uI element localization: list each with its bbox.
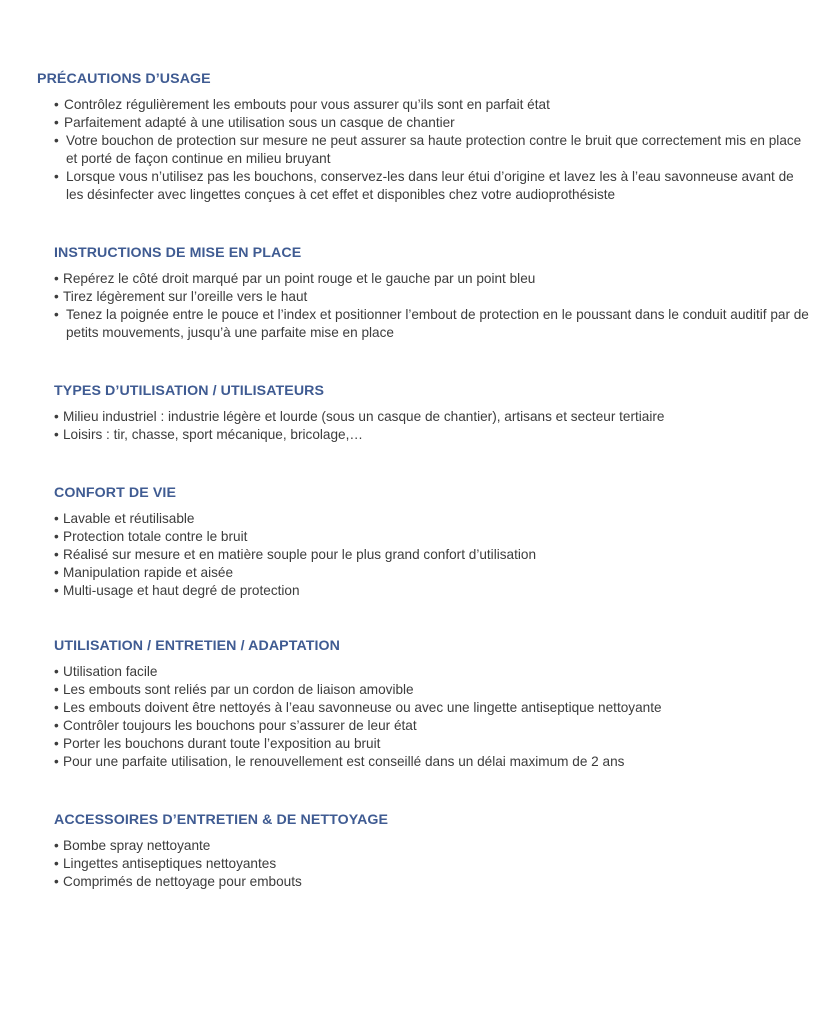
bullet-list [0, 408, 818, 444]
section-heading: PRÉCAUTIONS D’USAGE [37, 71, 211, 87]
list-item [0, 510, 818, 528]
list-item [0, 114, 818, 132]
bullet-icon: • [54, 547, 59, 562]
bullet-list [0, 510, 818, 600]
list-item-text: Utilisation facile [63, 664, 158, 679]
list-item-text: Réalisé sur mesure et en matière souple pour le plus grand confort d’utilisation [63, 547, 537, 562]
bullet-icon: • [54, 409, 59, 424]
bullet-icon: • [54, 754, 59, 769]
bullet-icon: • [54, 682, 59, 697]
list-item [0, 681, 818, 699]
list-item [0, 132, 818, 168]
bullet-icon: • [54, 307, 59, 322]
bullet-icon: • [54, 529, 59, 544]
list-item [0, 873, 818, 891]
list-item [0, 699, 818, 717]
list-item [0, 96, 818, 114]
section-instructions [0, 244, 818, 342]
bullet-icon: • [54, 874, 59, 889]
bullet-list [0, 837, 818, 891]
list-item-text: Milieu industriel : industrie légère et lourde (sous un casque de chantier), artisans et secteur tertiaire [63, 409, 665, 424]
bullet-icon: • [54, 664, 59, 679]
bullet-icon: • [54, 583, 59, 598]
section-heading: TYPES D’UTILISATION / UTILISATEURS [54, 383, 325, 399]
bullet-icon: • [54, 289, 59, 304]
list-item-text: Lingettes antiseptiques nettoyantes [63, 856, 277, 871]
list-item-text: Votre bouchon de protection sur mesure ne peut assurer sa haute protection contre le bruit que correctement mis en place et porté de façon continue en milieu bruyant [66, 133, 802, 166]
section-accessoires [0, 811, 818, 891]
list-item-text: Multi-usage et haut degré de protection [63, 583, 300, 598]
list-item-text: Parfaitement adapté à une utilisation sous un casque de chantier [64, 115, 455, 130]
bullet-list [0, 96, 818, 204]
list-item [0, 528, 818, 546]
bullet-list [0, 663, 818, 771]
list-item-text: Contrôler toujours les bouchons pour s’assurer de leur état [63, 718, 417, 733]
list-item [0, 306, 818, 342]
bullet-icon: • [54, 736, 59, 751]
bullet-icon: • [54, 271, 59, 286]
bullet-icon: • [54, 838, 59, 853]
list-item [0, 426, 818, 444]
section-confort [0, 484, 818, 600]
list-item-text: Lorsque vous n’utilisez pas les bouchons, conservez-les dans leur étui d’origine et lavez les à l’eau savonneuse avant de les désinfecter avec lingettes conçues à cet effet et disponibles chez votre audioprothésiste [66, 169, 794, 202]
section-heading: UTILISATION / ENTRETIEN / ADAPTATION [54, 638, 341, 654]
list-item [0, 855, 818, 873]
list-item-text: Porter les bouchons durant toute l’exposition au bruit [63, 736, 381, 751]
section-entretien [0, 637, 818, 771]
section-heading: CONFORT DE VIE [54, 485, 177, 501]
bullet-icon: • [54, 856, 59, 871]
bullet-icon: • [54, 565, 59, 580]
bullet-icon: • [54, 97, 59, 112]
list-item [0, 582, 818, 600]
list-item-text: Loisirs : tir, chasse, sport mécanique, bricolage,… [63, 427, 363, 442]
list-item-text: Les embouts doivent être nettoyés à l’eau savonneuse ou avec une lingette antiseptique nettoyante [63, 700, 662, 715]
bullet-icon: • [54, 700, 59, 715]
section-types-utilisation [0, 382, 818, 444]
list-item-text: Tenez la poignée entre le pouce et l’index et positionner l’embout de protection en le poussant dans le conduit auditif par de petits mouvements, jusqu’à une parfaite mise en place [66, 307, 809, 340]
list-item [0, 663, 818, 681]
bullet-icon: • [54, 115, 59, 130]
list-item [0, 564, 818, 582]
list-item-text: Contrôlez régulièrement les embouts pour vous assurer qu’ils sont en parfait état [64, 97, 550, 112]
list-item [0, 546, 818, 564]
list-item [0, 288, 818, 306]
list-item-text: Manipulation rapide et aisée [63, 565, 234, 580]
list-item [0, 408, 818, 426]
bullet-icon: • [54, 169, 59, 184]
bullet-icon: • [54, 718, 59, 733]
list-item-text: Bombe spray nettoyante [63, 838, 211, 853]
section-precautions [0, 70, 818, 204]
list-item [0, 753, 818, 771]
list-item-text: Repérez le côté droit marqué par un point rouge et le gauche par un point bleu [63, 271, 536, 286]
list-item [0, 168, 818, 204]
section-heading: ACCESSOIRES D’ENTRETIEN & DE NETTOYAGE [54, 812, 389, 828]
section-heading: INSTRUCTIONS DE MISE EN PLACE [54, 245, 302, 261]
list-item [0, 735, 818, 753]
bullet-icon: • [54, 133, 59, 148]
bullet-icon: • [54, 511, 59, 526]
list-item [0, 717, 818, 735]
list-item [0, 837, 818, 855]
list-item-text: Les embouts sont reliés par un cordon de liaison amovible [63, 682, 414, 697]
list-item [0, 270, 818, 288]
list-item-text: Lavable et réutilisable [63, 511, 195, 526]
bullet-icon: • [54, 427, 59, 442]
list-item-text: Tirez légèrement sur l’oreille vers le haut [63, 289, 308, 304]
list-item-text: Comprimés de nettoyage pour embouts [63, 874, 302, 889]
list-item-text: Protection totale contre le bruit [63, 529, 248, 544]
list-item-text: Pour une parfaite utilisation, le renouvellement est conseillé dans un délai maximum de 2 ans [63, 754, 625, 769]
bullet-list [0, 270, 818, 342]
